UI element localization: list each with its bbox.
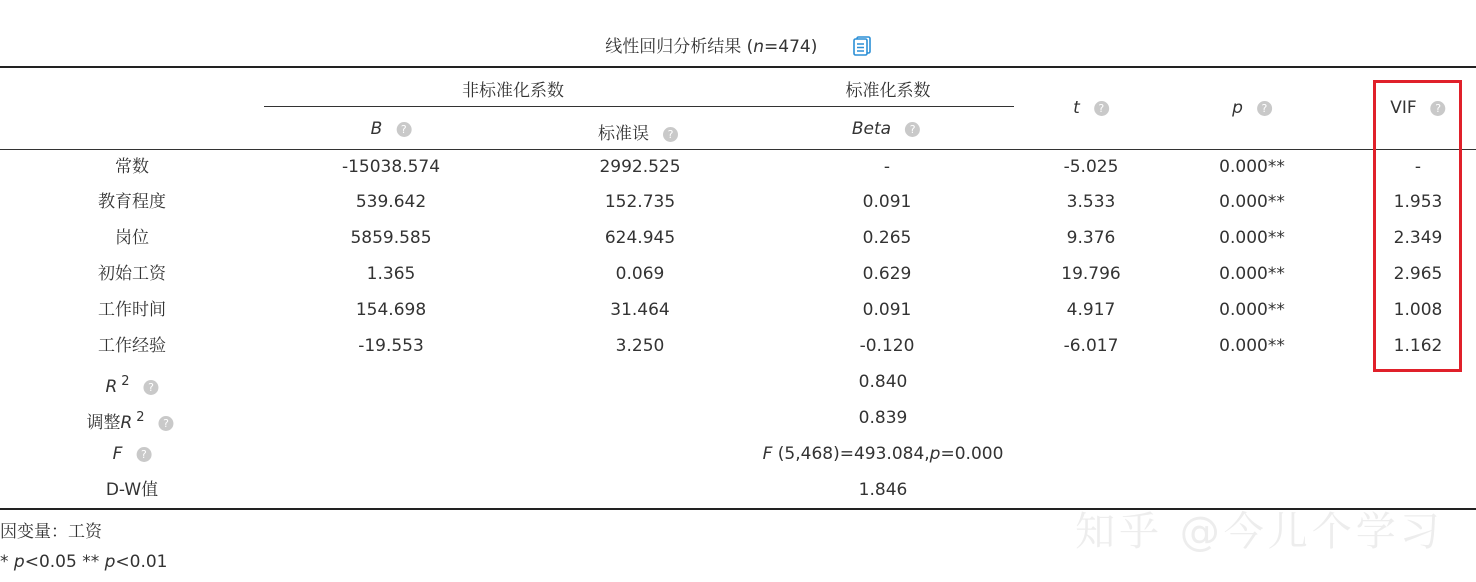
cell-t: 4.917: [1066, 300, 1116, 320]
document-copy-icon[interactable]: [853, 36, 871, 61]
header-bottom-rule: [0, 149, 1476, 150]
cell-beta: -0.120: [859, 336, 915, 356]
cell-p: 0.000**: [1219, 157, 1285, 177]
cell-t: 3.533: [1066, 192, 1116, 212]
r-squared-value: 0.840: [858, 372, 908, 392]
cell-vif: 1.953: [1393, 192, 1443, 212]
help-icon[interactable]: ?: [144, 380, 159, 395]
sig-p-2: p: [104, 552, 116, 572]
cell-std-error: 624.945: [604, 228, 676, 248]
r-squared-sup: 2: [121, 374, 130, 389]
dw-label: D-W值: [105, 480, 159, 500]
cell-b: 1.365: [366, 264, 416, 284]
dependent-variable-note: 因变量：工资: [0, 522, 102, 542]
cell-std-error: 152.735: [604, 192, 676, 212]
row-name: 常数: [115, 157, 149, 177]
cell-std-error: 0.069: [615, 264, 665, 284]
cell-b: -15038.574: [341, 157, 441, 177]
header-group-unstandardized: 非标准化系数: [462, 81, 564, 101]
cell-std-error: 2992.525: [599, 157, 681, 177]
adjusted-r-squared-label: [86, 408, 173, 433]
header-vif-label: VIF: [1390, 98, 1417, 118]
f-value-f: F: [762, 444, 773, 464]
cell-beta: 0.265: [862, 228, 912, 248]
f-value-end: =0.000: [940, 444, 1004, 464]
cell-p: 0.000**: [1219, 264, 1285, 284]
r-squared-label: [105, 372, 158, 397]
header-p-label: p: [1232, 98, 1243, 118]
cell-p: 0.000**: [1219, 192, 1285, 212]
watermark: 知乎 @今儿个学习: [1075, 509, 1444, 555]
cell-beta: 0.091: [862, 192, 912, 212]
cell-vif: 1.162: [1393, 336, 1443, 356]
help-icon[interactable]: ?: [396, 122, 411, 137]
sig-part-2: <0.05 **: [24, 552, 105, 572]
row-name: 工作经验: [98, 336, 166, 356]
help-icon[interactable]: ?: [905, 122, 920, 137]
f-value: [763, 444, 1004, 464]
help-icon[interactable]: ?: [159, 416, 174, 431]
f-value-mid: (5,468)=493.084,: [772, 444, 930, 464]
adjusted-r-sup: 2: [136, 410, 145, 425]
header-std-error-label: 标准误: [598, 124, 649, 144]
cell-vif: 1.008: [1393, 300, 1443, 320]
cell-p: 0.000**: [1219, 300, 1285, 320]
vif-highlight-box: [1373, 80, 1462, 372]
cell-b: 539.642: [355, 192, 427, 212]
sig-part-1: *: [0, 552, 14, 572]
adjusted-r-symbol: R: [120, 413, 133, 433]
r-squared-symbol: R: [105, 377, 118, 397]
header-beta: [852, 119, 920, 139]
cell-b: 154.698: [355, 300, 427, 320]
dw-value: 1.846: [858, 480, 908, 500]
group-unstd-rule: [264, 106, 764, 107]
cell-p: 0.000**: [1219, 228, 1285, 248]
cell-b: -19.553: [358, 336, 424, 356]
row-name: 工作时间: [98, 300, 166, 320]
help-icon[interactable]: ?: [663, 127, 678, 142]
sig-p-1: p: [13, 552, 25, 572]
cell-t: 19.796: [1061, 264, 1121, 284]
cell-vif: 2.965: [1393, 264, 1443, 284]
help-icon[interactable]: ?: [1431, 101, 1446, 116]
cell-beta: -: [883, 157, 891, 177]
header-p: [1232, 98, 1272, 118]
help-icon[interactable]: ?: [136, 447, 151, 462]
row-name: 教育程度: [98, 192, 166, 212]
help-icon[interactable]: ?: [1094, 101, 1109, 116]
cell-beta: 0.091: [862, 300, 912, 320]
title-suffix: =474): [764, 37, 818, 57]
f-value-p: p: [929, 444, 941, 464]
row-name: 初始工资: [98, 264, 166, 284]
table-title: [0, 32, 1476, 61]
f-label: [113, 444, 152, 464]
header-b-label: B: [370, 119, 383, 139]
header-t-label: t: [1073, 98, 1080, 118]
table-top-rule: [0, 66, 1476, 68]
cell-vif: -: [1414, 157, 1422, 177]
adjusted-prefix: 调整: [86, 413, 121, 433]
row-name: 岗位: [115, 228, 149, 248]
cell-beta: 0.629: [862, 264, 912, 284]
help-icon[interactable]: ?: [1257, 101, 1272, 116]
group-std-rule: [764, 106, 1014, 107]
cell-std-error: 3.250: [615, 336, 665, 356]
cell-t: -6.017: [1063, 336, 1119, 356]
sig-part-3: <0.01: [115, 552, 168, 572]
title-prefix: 线性回归分析结果 (: [605, 37, 754, 57]
title-n: n: [753, 37, 765, 57]
cell-vif: 2.349: [1393, 228, 1443, 248]
f-symbol: F: [112, 444, 123, 464]
header-group-standardized: 标准化系数: [845, 81, 931, 101]
cell-b: 5859.585: [350, 228, 432, 248]
cell-t: -5.025: [1063, 157, 1119, 177]
header-b: [371, 119, 412, 139]
significance-note: [0, 552, 168, 572]
header-std-error: [598, 119, 678, 144]
header-t: [1073, 98, 1109, 118]
cell-p: 0.000**: [1219, 336, 1285, 356]
cell-t: 9.376: [1066, 228, 1116, 248]
cell-std-error: 31.464: [610, 300, 670, 320]
adjusted-r-squared-value: 0.839: [858, 408, 908, 428]
header-beta-label: Beta: [851, 119, 892, 139]
